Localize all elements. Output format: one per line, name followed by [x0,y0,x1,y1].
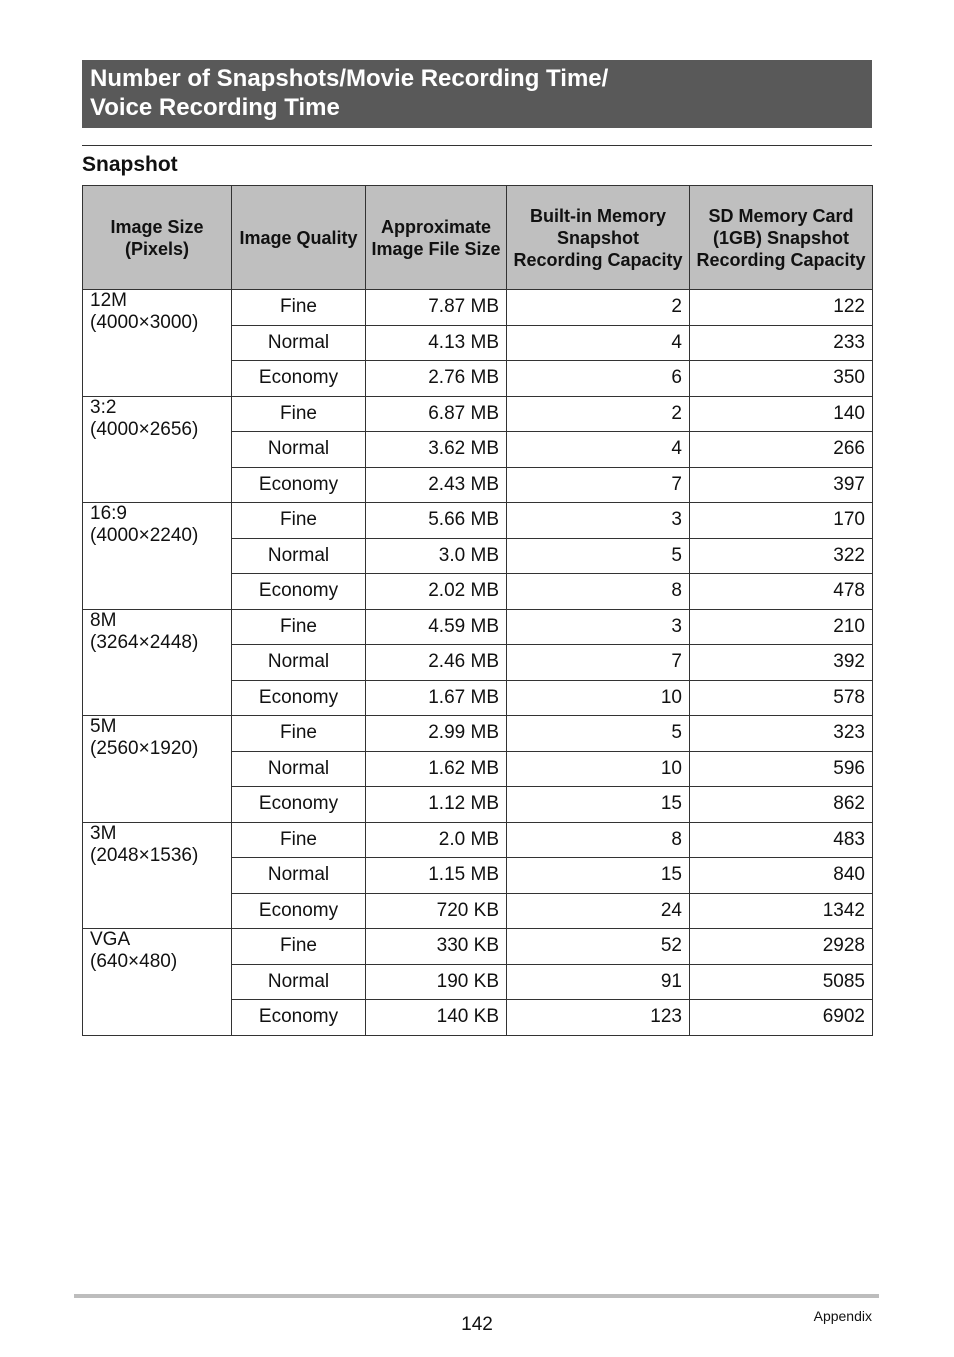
image-size-pixels: (640×480) [90,951,178,972]
image-quality-cell: Fine [232,822,366,858]
image-quality-cell: Fine [232,396,366,432]
image-size-name: 12M [90,290,127,311]
file-size-cell: 140 KB [366,1000,507,1036]
builtin-capacity-cell: 10 [507,751,690,787]
table-row [83,396,873,432]
file-size-cell: 4.13 MB [366,325,507,361]
file-size-cell: 6.87 MB [366,396,507,432]
header-image-size: Image Size (Pixels) [83,186,232,290]
image-quality-cell: Normal [232,645,366,681]
file-size-cell: 3.0 MB [366,538,507,574]
image-quality-cell: Fine [232,929,366,965]
file-size-cell: 1.62 MB [366,751,507,787]
image-size-pixels: (4000×2656) [90,418,199,440]
builtin-capacity-cell: 4 [507,432,690,468]
image-size-cell [83,716,232,823]
page-title [82,60,872,128]
image-quality-cell: Normal [232,751,366,787]
sd-capacity-cell: 322 [690,538,873,574]
image-size-cell [83,929,232,1036]
sd-capacity-cell: 210 [690,609,873,645]
image-size-cell [83,822,232,929]
image-quality-cell: Fine [232,503,366,539]
section-heading: Snapshot [82,153,178,176]
file-size-cell: 1.15 MB [366,858,507,894]
file-size-cell: 2.99 MB [366,716,507,752]
footer-section-label: Appendix [813,1308,872,1324]
file-size-cell: 720 KB [366,893,507,929]
header-file-size: Approximate Image File Size [366,186,507,290]
builtin-capacity-cell: 6 [507,361,690,397]
builtin-capacity-cell: 15 [507,858,690,894]
image-quality-cell: Normal [232,325,366,361]
page-title-line-2: Voice Recording Time [90,94,340,121]
builtin-capacity-cell: 15 [507,787,690,823]
sd-capacity-cell: 392 [690,645,873,681]
title-divider [82,145,872,146]
image-quality-cell: Normal [232,858,366,894]
file-size-cell: 4.59 MB [366,609,507,645]
builtin-capacity-cell: 2 [507,290,690,326]
builtin-capacity-cell: 8 [507,822,690,858]
file-size-cell: 2.76 MB [366,361,507,397]
file-size-cell: 2.46 MB [366,645,507,681]
table-header-row [83,186,873,290]
table-row [83,503,873,539]
file-size-cell: 1.12 MB [366,787,507,823]
image-quality-cell: Normal [232,964,366,1000]
builtin-capacity-cell: 3 [507,503,690,539]
builtin-capacity-cell: 4 [507,325,690,361]
sd-capacity-cell: 578 [690,680,873,716]
image-size-name: 8M [90,609,117,631]
file-size-cell: 190 KB [366,964,507,1000]
image-quality-cell: Normal [232,538,366,574]
table-row [83,929,873,965]
sd-capacity-cell: 323 [690,716,873,752]
image-size-pixels: (2560×1920) [90,738,199,759]
image-size-pixels: (4000×3000) [90,312,199,333]
sd-capacity-cell: 397 [690,467,873,503]
image-quality-cell: Economy [232,787,366,823]
header-sd-capacity: SD Memory Card (1GB) Snapshot Recording Capacity [690,186,873,290]
sd-capacity-cell: 596 [690,751,873,787]
sd-capacity-cell: 140 [690,396,873,432]
file-size-cell: 7.87 MB [366,290,507,326]
sd-capacity-cell: 170 [690,503,873,539]
file-size-cell: 2.43 MB [366,467,507,503]
image-size-pixels: (4000×2240) [90,525,199,546]
sd-capacity-cell: 840 [690,858,873,894]
builtin-capacity-cell: 8 [507,574,690,610]
sd-capacity-cell: 122 [690,290,873,326]
builtin-capacity-cell: 5 [507,538,690,574]
builtin-capacity-cell: 7 [507,467,690,503]
image-size-cell [83,290,232,397]
image-size-name: 5M [90,716,117,737]
builtin-capacity-cell: 91 [507,964,690,1000]
image-quality-cell: Normal [232,432,366,468]
file-size-cell: 2.0 MB [366,822,507,858]
table-row [83,822,873,858]
table-body [83,290,873,1036]
footer-divider [74,1294,879,1298]
sd-capacity-cell: 266 [690,432,873,468]
image-size-name: 16:9 [90,503,127,524]
file-size-cell: 3.62 MB [366,432,507,468]
image-size-pixels: (3264×2448) [90,631,199,653]
image-quality-cell: Economy [232,680,366,716]
image-quality-cell: Economy [232,361,366,397]
builtin-capacity-cell: 5 [507,716,690,752]
header-image-quality: Image Quality [232,186,366,290]
header-builtin-capacity: Built-in Memory Snapshot Recording Capacity [507,186,690,290]
file-size-cell: 1.67 MB [366,680,507,716]
table-row [83,290,873,326]
file-size-cell: 5.66 MB [366,503,507,539]
image-quality-cell: Fine [232,716,366,752]
image-size-name: 3M [90,822,117,844]
image-size-cell [83,396,232,503]
sd-capacity-cell: 350 [690,361,873,397]
file-size-cell: 330 KB [366,929,507,965]
image-size-name: VGA [90,929,131,950]
builtin-capacity-cell: 3 [507,609,690,645]
image-size-pixels: (2048×1536) [90,844,199,866]
image-quality-cell: Fine [232,290,366,326]
builtin-capacity-cell: 52 [507,929,690,965]
sd-capacity-cell: 233 [690,325,873,361]
snapshot-capacity-table [82,185,873,1036]
image-quality-cell: Economy [232,893,366,929]
builtin-capacity-cell: 7 [507,645,690,681]
sd-capacity-cell: 6902 [690,1000,873,1036]
sd-capacity-cell: 862 [690,787,873,823]
image-quality-cell: Economy [232,1000,366,1036]
page-title-line-1: Number of Snapshots/Movie Recording Time/ [90,65,609,92]
image-size-name: 3:2 [90,396,117,418]
sd-capacity-cell: 1342 [690,893,873,929]
builtin-capacity-cell: 2 [507,396,690,432]
table-row [83,716,873,752]
page-number: 142 [461,1314,493,1335]
image-size-cell [83,503,232,610]
sd-capacity-cell: 478 [690,574,873,610]
sd-capacity-cell: 2928 [690,929,873,965]
image-quality-cell: Economy [232,467,366,503]
builtin-capacity-cell: 123 [507,1000,690,1036]
builtin-capacity-cell: 10 [507,680,690,716]
sd-capacity-cell: 5085 [690,964,873,1000]
image-quality-cell: Fine [232,609,366,645]
builtin-capacity-cell: 24 [507,893,690,929]
table-row [83,609,873,645]
sd-capacity-cell: 483 [690,822,873,858]
file-size-cell: 2.02 MB [366,574,507,610]
image-quality-cell: Economy [232,574,366,610]
image-size-cell [83,609,232,716]
